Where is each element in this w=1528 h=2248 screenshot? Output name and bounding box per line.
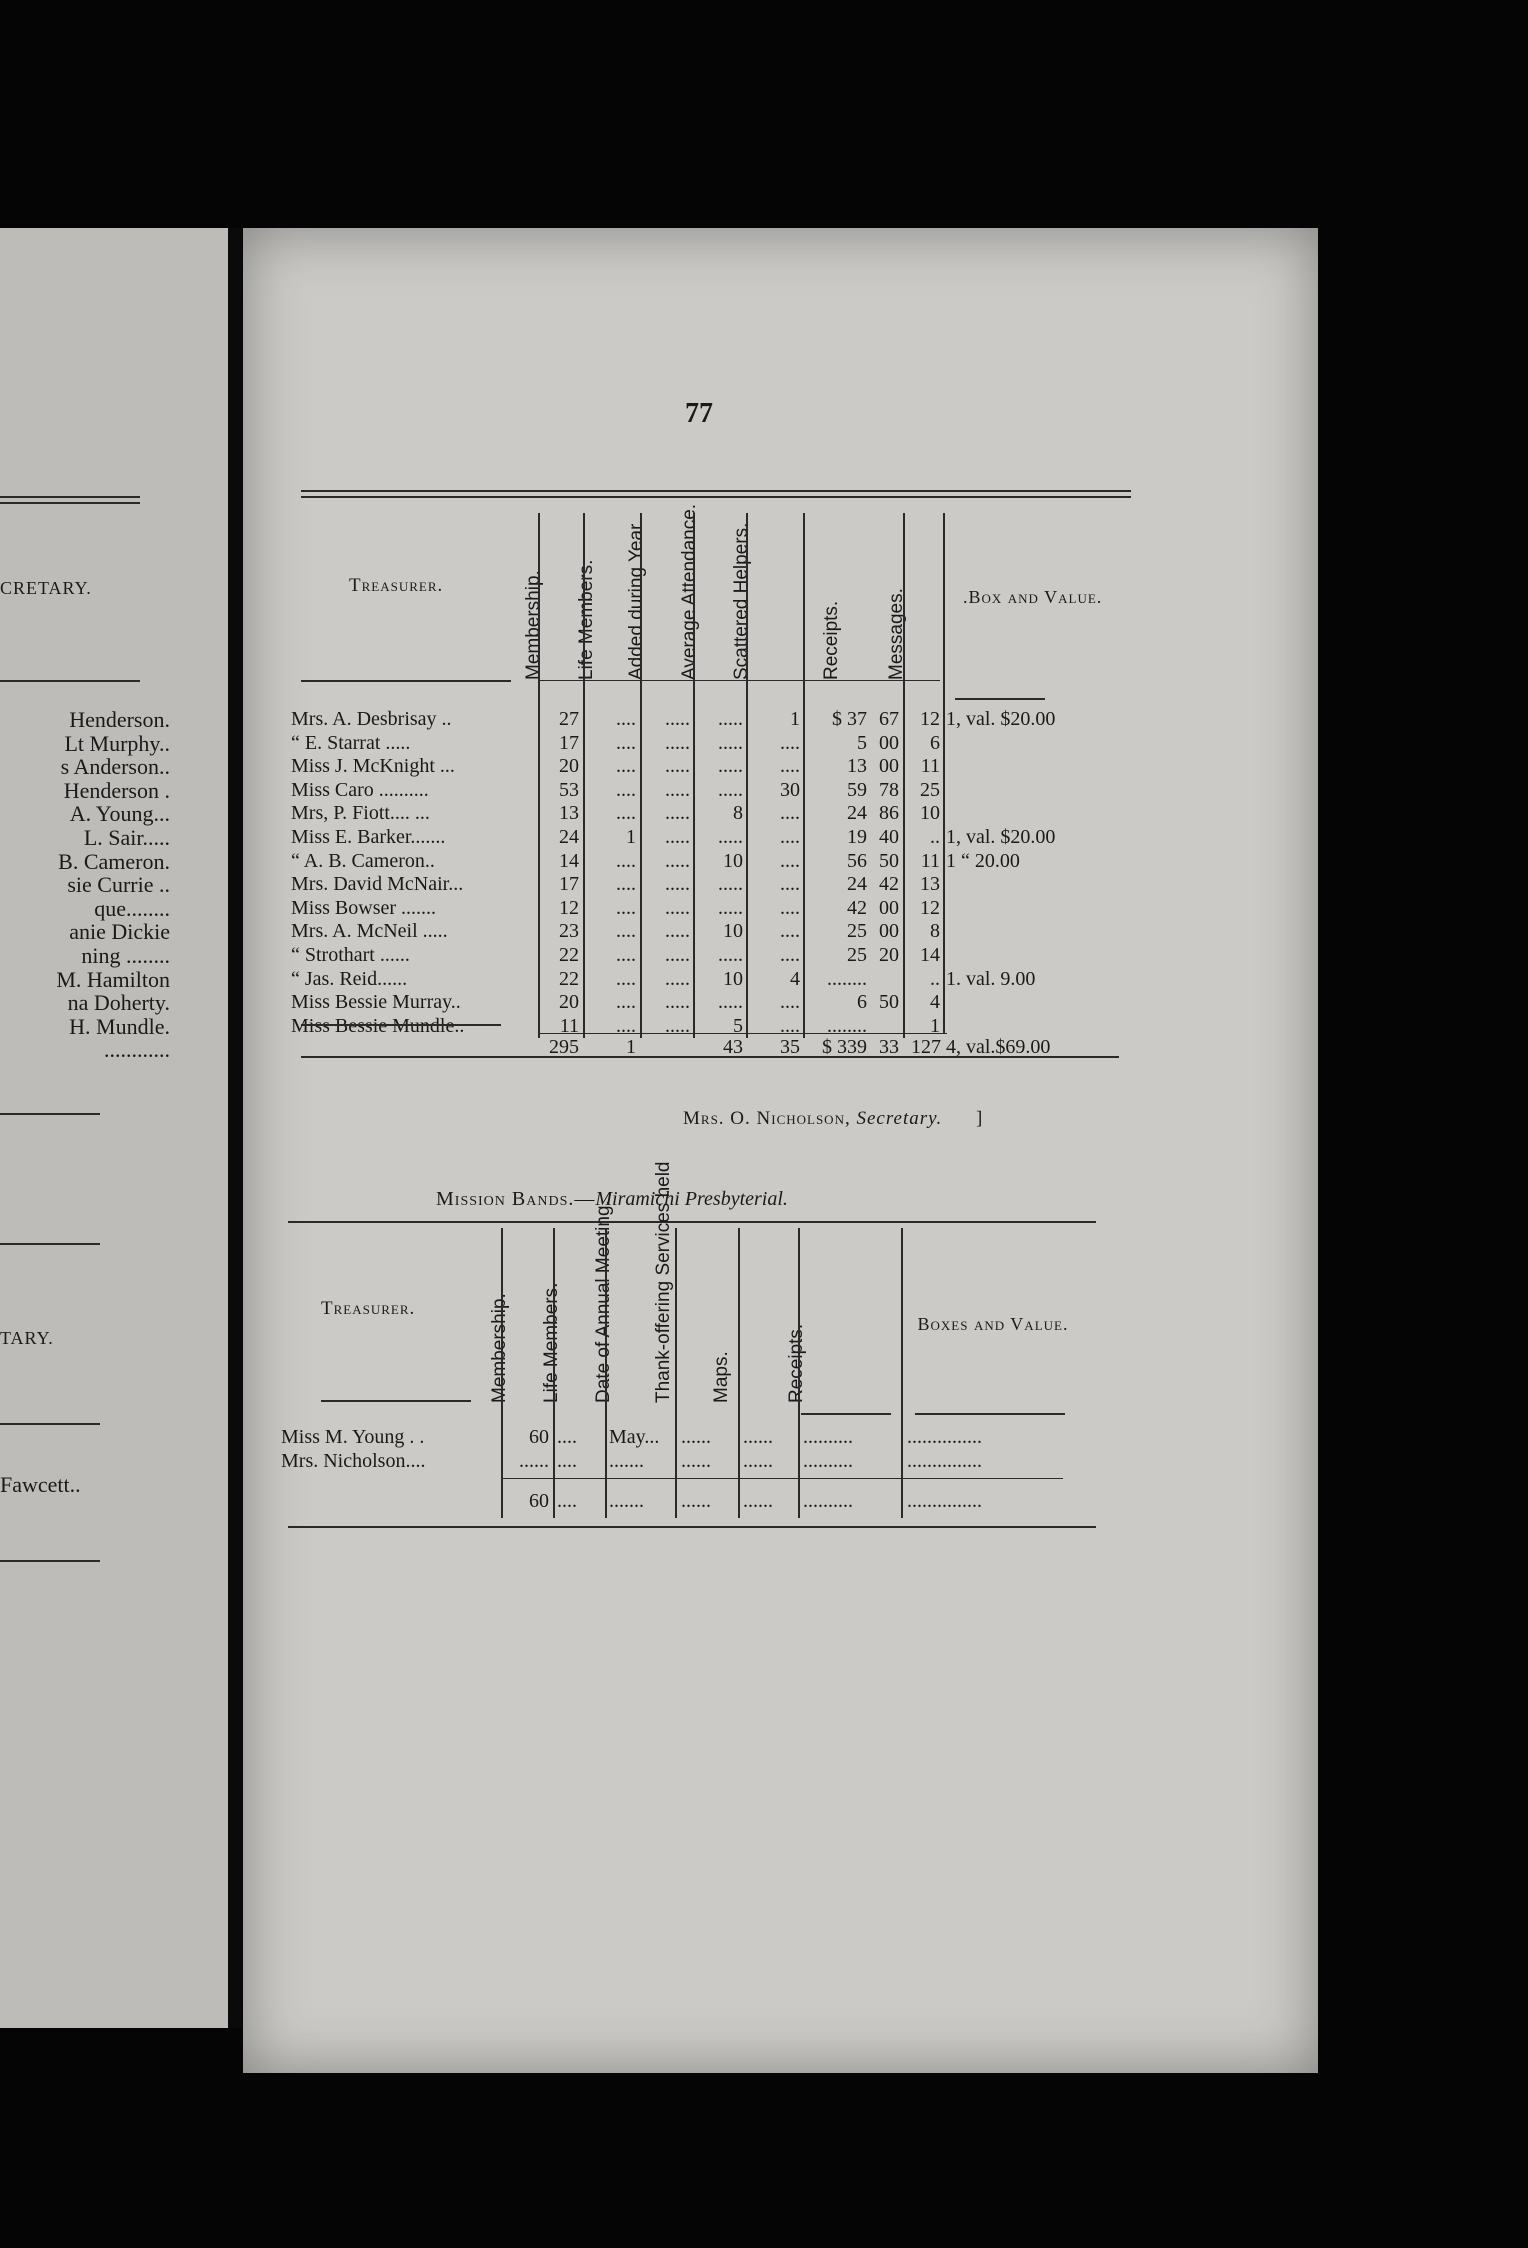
table1-row-receipts-dollars: 13: [847, 755, 867, 778]
left-header: CRETARY.: [0, 578, 92, 598]
table1-row-name: “ A. B. Cameron..: [291, 849, 435, 872]
table1-row-life: ....: [616, 849, 636, 872]
table1-col-header-5: Receipts.: [821, 600, 842, 680]
table1-row-added: .....: [665, 849, 690, 872]
table1-row-life: ....: [616, 731, 636, 754]
page-gutter: [228, 228, 242, 2028]
table1-row-life: ....: [616, 778, 636, 801]
table1-row-membership: 24: [559, 826, 579, 848]
table1-row-scattered: ....: [780, 731, 800, 754]
table1-row-scattered: ....: [780, 826, 800, 848]
table1-row-messages: 11: [920, 849, 940, 872]
table1-row-receipts-dollars: 24: [847, 802, 867, 825]
table2-col-divider: [675, 1228, 677, 1518]
table1-row-avg: 10: [723, 967, 743, 990]
table1-row-receipts-dollars: ........: [827, 967, 867, 990]
table2-col-header-4: Maps.: [711, 1351, 732, 1403]
table1-col-header-3: Average Attendance.: [679, 503, 700, 680]
table1-row-messages: 6: [930, 731, 940, 754]
table1-row-life: ....: [616, 873, 636, 896]
table2-col-header-3: Thank-offering Services held: [653, 1161, 674, 1403]
left-name: ning ........: [81, 943, 170, 968]
left-name: A. Young...: [69, 801, 170, 827]
table2-row-receipts: ..........: [803, 1426, 853, 1448]
page-number: 77: [685, 398, 713, 429]
table1-col-header-2: Added during Year.: [626, 519, 647, 680]
table1-row-added: .....: [665, 755, 690, 778]
right-page: [243, 228, 1318, 2073]
table1-row-added: .....: [665, 708, 690, 730]
left-name: Henderson.: [69, 707, 170, 732]
table1-row-box-value: 1 “ 20.00: [946, 849, 1020, 872]
left-mid-rule: [0, 1113, 100, 1115]
left-mid-rule-2: [0, 1243, 100, 1245]
table1-row-box-value: 1. val. 9.00: [946, 967, 1036, 990]
table1-row-added: .....: [665, 1014, 690, 1037]
table1-row-receipts-dollars: 19: [847, 826, 867, 848]
table2-row-thank: ......: [681, 1450, 711, 1472]
table2-col-divider: [738, 1228, 740, 1518]
left-name: B. Cameron.: [58, 848, 170, 874]
table1-row-name: Miss Bessie Mundle..: [291, 1014, 465, 1037]
table1-row-receipts-dollars: 6: [857, 991, 867, 1014]
table1-row-receipts-cents: 00: [879, 920, 899, 943]
left-top-rule: [0, 496, 140, 498]
table1-row-receipts-dollars: $ 37: [832, 708, 867, 730]
table2-boxes-header: Boxes and Value.: [917, 1314, 1069, 1334]
table1-col-header-6: Messages.: [886, 588, 907, 680]
table1-row-messages: 1: [930, 1014, 940, 1037]
mission-bands-title-italic: Miramichi Presbyterial.: [595, 1188, 788, 1210]
table1-row-messages: 10: [920, 802, 940, 825]
table1-row-receipts-cents: 50: [879, 991, 899, 1014]
table1-col-divider: [538, 513, 540, 1038]
table1-row-messages: 8: [930, 920, 940, 943]
table1-row-receipts-cents: 50: [879, 849, 899, 872]
table1-row-life: ....: [616, 802, 636, 825]
table2-col-header-1: Life Members.: [541, 1282, 562, 1403]
table2-col-header-2: Date of Annual Meeting.: [593, 1200, 614, 1403]
table1-row-avg: .....: [718, 708, 743, 730]
table2-totals-rule: [503, 1478, 1063, 1479]
mission-bands-title-prefix: Mission Bands.—: [436, 1188, 596, 1210]
left-name: na Doherty.: [67, 990, 170, 1016]
table1-row-added: .....: [665, 991, 690, 1014]
table1-row-scattered: ....: [780, 920, 800, 943]
table2-bottom-rule: [288, 1526, 1096, 1528]
table1-row-membership: 13: [559, 802, 579, 825]
table1-total-membership: 295: [549, 1036, 579, 1058]
table1-row-messages: ..: [930, 826, 940, 848]
left-header2-rule: [0, 1423, 100, 1425]
table1-row-added: .....: [665, 920, 690, 943]
table2-col-divider: [901, 1228, 903, 1518]
left-bottom-rule: [0, 1560, 100, 1562]
table1-row-name: Miss Bessie Murray..: [291, 991, 461, 1014]
left-name: s Anderson..: [60, 754, 170, 780]
left-top-rule-2: [0, 502, 140, 504]
table1-row-scattered: ....: [780, 896, 800, 919]
table1-row-avg: .....: [718, 826, 743, 848]
table1-row-messages: 12: [920, 708, 940, 730]
table2-total-maps: ......: [743, 1490, 773, 1512]
table1-row-membership: 20: [559, 991, 579, 1014]
table1-row-life: ....: [616, 896, 636, 919]
table1-total-scattered: 35: [780, 1036, 800, 1058]
table1-row-messages: 13: [920, 873, 940, 896]
table1-treasurer-header-rule: [301, 680, 511, 682]
table1-row-avg: .....: [718, 991, 743, 1014]
table1-row-scattered: ....: [780, 755, 800, 778]
table1-row-membership: 11: [559, 1014, 579, 1037]
table1-row-receipts-dollars: 25: [847, 944, 867, 966]
table1-row-scattered: ....: [780, 849, 800, 872]
table1-row-receipts-cents: 42: [879, 873, 899, 896]
table1-total-receipts-cents: 33: [879, 1036, 899, 1058]
table1-row-added: .....: [665, 778, 690, 801]
table1-row-membership: 20: [559, 755, 579, 778]
table1-top-rule-2: [301, 496, 1131, 498]
table1-col-header-4: Scattered Helpers.: [731, 522, 752, 680]
table1-total-receipts-dollars: $ 339: [822, 1036, 867, 1058]
table2-row-life: ....: [557, 1426, 577, 1448]
table1-total-avg: 43: [723, 1036, 743, 1058]
table1-row-name: “ E. Starrat .....: [291, 731, 411, 754]
table1-totals-left-rule: [301, 1024, 501, 1026]
left-page: [0, 228, 228, 2028]
table1-row-box-value: 1, val. $20.00: [946, 708, 1056, 730]
secretary-name: Mrs. O. Nicholson,: [683, 1108, 851, 1129]
table2-col-divider: [798, 1228, 800, 1518]
table1-row-receipts-cents: 40: [879, 826, 899, 848]
left-name: Henderson .: [63, 777, 170, 803]
table1-row-membership: 12: [559, 896, 579, 919]
table1-row-avg: 10: [723, 920, 743, 943]
table2-row-life: ....: [557, 1450, 577, 1472]
table1-row-life: ....: [616, 1014, 636, 1037]
table1-row-added: .....: [665, 802, 690, 825]
table2-col-divider: [553, 1228, 555, 1518]
table2-row-boxes: ...............: [907, 1450, 982, 1472]
table1-row-name: “ Strothart ......: [291, 944, 410, 966]
table1-row-membership: 22: [559, 967, 579, 990]
table1-row-messages: 12: [920, 896, 940, 919]
table2-col-divider: [501, 1228, 503, 1518]
table1-row-scattered: 4: [790, 967, 800, 990]
table1-row-avg: .....: [718, 778, 743, 801]
table1-row-avg: 8: [733, 802, 743, 825]
left-name: L. Sair.....: [83, 825, 170, 850]
table1-row-receipts-dollars: ........: [827, 1014, 867, 1037]
table2-col-divider: [605, 1228, 607, 1518]
table1-row-receipts-dollars: 5: [857, 731, 867, 754]
table1-row-avg: 10: [723, 849, 743, 872]
table1-row-receipts-cents: 78: [879, 778, 899, 801]
table1-row-life: ....: [616, 755, 636, 778]
left-name: que........: [94, 895, 170, 921]
table1-row-life: 1: [626, 826, 636, 848]
table1-row-scattered: ....: [780, 1014, 800, 1037]
table2-treasurer-header: Treasurer.: [321, 1298, 416, 1319]
table1-row-life: ....: [616, 967, 636, 990]
table1-row-life: ....: [616, 920, 636, 943]
table1-row-added: .....: [665, 967, 690, 990]
table1-row-scattered: 30: [780, 778, 800, 801]
table1-row-receipts-cents: 00: [879, 896, 899, 919]
table1-row-membership: 53: [559, 778, 579, 801]
table1-row-avg: .....: [718, 873, 743, 896]
table2-total-receipts: ..........: [803, 1490, 853, 1512]
table1-row-receipts-cents: 00: [879, 731, 899, 754]
table1-row-added: .....: [665, 731, 690, 754]
table2-treasurer-header-rule: [321, 1400, 471, 1402]
table1-row-receipts-cents: 20: [879, 944, 899, 966]
table1-row-receipts-dollars: 24: [847, 873, 867, 896]
table1-row-receipts-dollars: 59: [847, 778, 867, 801]
table1-row-box-value: 1, val. $20.00: [946, 826, 1056, 848]
table1-row-name: Mrs. A. McNeil .....: [291, 920, 448, 943]
table2-row-date: .......: [609, 1450, 644, 1472]
table2-row-maps: ......: [743, 1450, 773, 1472]
table1-row-added: .....: [665, 873, 690, 896]
table1-row-receipts-cents: 00: [879, 755, 899, 778]
table2-row-boxes: ...............: [907, 1426, 982, 1448]
table2-row-date: May...: [609, 1426, 660, 1448]
table2-row-name: Mrs. Nicholson....: [281, 1450, 426, 1472]
table1-row-receipts-dollars: 56: [847, 849, 867, 872]
left-name: Lt Murphy..: [64, 730, 170, 756]
table2-total-membership: 60: [529, 1490, 549, 1512]
table2-boxes-header-rule: [915, 1413, 1065, 1415]
table1-row-membership: 17: [559, 731, 579, 754]
table1-row-avg: .....: [718, 944, 743, 966]
table2-row-name: Miss M. Young . .: [281, 1426, 425, 1448]
table1-row-receipts-dollars: 25: [847, 920, 867, 943]
table2-total-date: .......: [609, 1490, 644, 1512]
table1-row-membership: 14: [559, 849, 579, 872]
left-name: ............: [104, 1037, 170, 1063]
table1-row-added: .....: [665, 944, 690, 966]
table2-total-boxes: ...............: [907, 1490, 982, 1512]
table1-row-life: ....: [616, 944, 636, 966]
table1-row-scattered: ....: [780, 873, 800, 896]
table2-row-membership: ......: [519, 1450, 549, 1472]
table1-row-name: Miss Bowser .......: [291, 896, 437, 919]
table2-row-maps: ......: [743, 1426, 773, 1448]
table1-row-name: Miss Caro ..........: [291, 778, 429, 801]
table2-col-header-0: Membership.: [489, 1293, 510, 1403]
left-header2: TARY.: [0, 1328, 54, 1348]
table1-total-box-value: 4, val.$69.00: [946, 1036, 1051, 1058]
table2-row-membership: 60: [529, 1426, 549, 1448]
table1-bottom-rule: [301, 1056, 1119, 1058]
table1-row-receipts-dollars: 42: [847, 896, 867, 919]
table1-row-scattered: ....: [780, 944, 800, 966]
table2-row-receipts: ..........: [803, 1450, 853, 1472]
table1-col-divider: [943, 513, 945, 1033]
table1-row-avg: .....: [718, 896, 743, 919]
table2-receipts-header-rule: [801, 1413, 891, 1415]
table2-col-header-5: Receipts.: [786, 1323, 807, 1403]
table1-row-avg: .....: [718, 731, 743, 754]
table1-row-avg: 5: [733, 1014, 743, 1037]
table1-row-membership: 23: [559, 920, 579, 943]
table1-row-name: Miss J. McKnight ...: [291, 755, 455, 778]
table1-col-header-0: Membership.: [523, 570, 544, 680]
table1-row-life: ....: [616, 991, 636, 1014]
table1-row-membership: 27: [559, 708, 579, 730]
secretary-line: [683, 1108, 983, 1130]
table1-row-messages: 14: [920, 944, 940, 966]
table1-total-messages: 127: [911, 1036, 941, 1058]
table1-row-avg: .....: [718, 755, 743, 778]
left-name: H. Mundle.: [69, 1013, 170, 1039]
table1-row-name: Mrs. David McNair...: [291, 873, 464, 896]
table1-row-added: .....: [665, 826, 690, 848]
table2-total-thank: ......: [681, 1490, 711, 1512]
table1-row-added: .....: [665, 896, 690, 919]
table1-row-membership: 17: [559, 873, 579, 896]
table1-box-header: [963, 586, 1102, 608]
table1-box-header-rule: [955, 698, 1045, 700]
table2-top-rule: [288, 1221, 1096, 1223]
table1-row-name: Mrs. A. Desbrisay ..: [291, 708, 452, 730]
secretary-bracket: ]: [976, 1108, 984, 1129]
secretary-title: Secretary.: [856, 1108, 943, 1129]
left-name: M. Hamilton: [56, 966, 170, 992]
table1-total-life: 1: [626, 1036, 636, 1058]
table1-row-messages: ..: [930, 967, 940, 990]
table1-row-name: Mrs, P. Fiott.... ...: [291, 802, 430, 825]
left-name2: Fawcett..: [0, 1472, 81, 1497]
table1-row-messages: 11: [920, 755, 940, 778]
table1-row-membership: 22: [559, 944, 579, 966]
table1-row-name: Miss E. Barker.......: [291, 826, 446, 848]
table1-row-life: ....: [616, 708, 636, 730]
left-name: anie Dickie: [69, 919, 170, 945]
table1-row-receipts-cents: 86: [879, 802, 899, 825]
table1-row-messages: 4: [930, 991, 940, 1014]
table2-total-life: ....: [557, 1490, 577, 1512]
table1-top-rule: [301, 490, 1131, 492]
table1-header-rule: [540, 680, 940, 681]
table1-treasurer-header: Treasurer.: [349, 575, 444, 596]
table1-row-scattered: ....: [780, 991, 800, 1014]
table1-row-scattered: 1: [790, 708, 800, 730]
table1-box-header-text: .Box and Value.: [963, 587, 1103, 607]
left-header-rule: [0, 680, 140, 682]
table1-row-messages: 25: [920, 778, 940, 801]
table1-row-scattered: ....: [780, 802, 800, 825]
table1-col-header-1: Life Members.: [576, 559, 597, 680]
table2-row-thank: ......: [681, 1426, 711, 1448]
table1-col-divider: [583, 513, 585, 1038]
left-name: sie Currie ..: [67, 872, 170, 898]
table1-totals-rule: [540, 1033, 947, 1034]
table1-row-receipts-cents: 67: [879, 708, 899, 730]
table1-row-name: “ Jas. Reid......: [291, 967, 408, 990]
